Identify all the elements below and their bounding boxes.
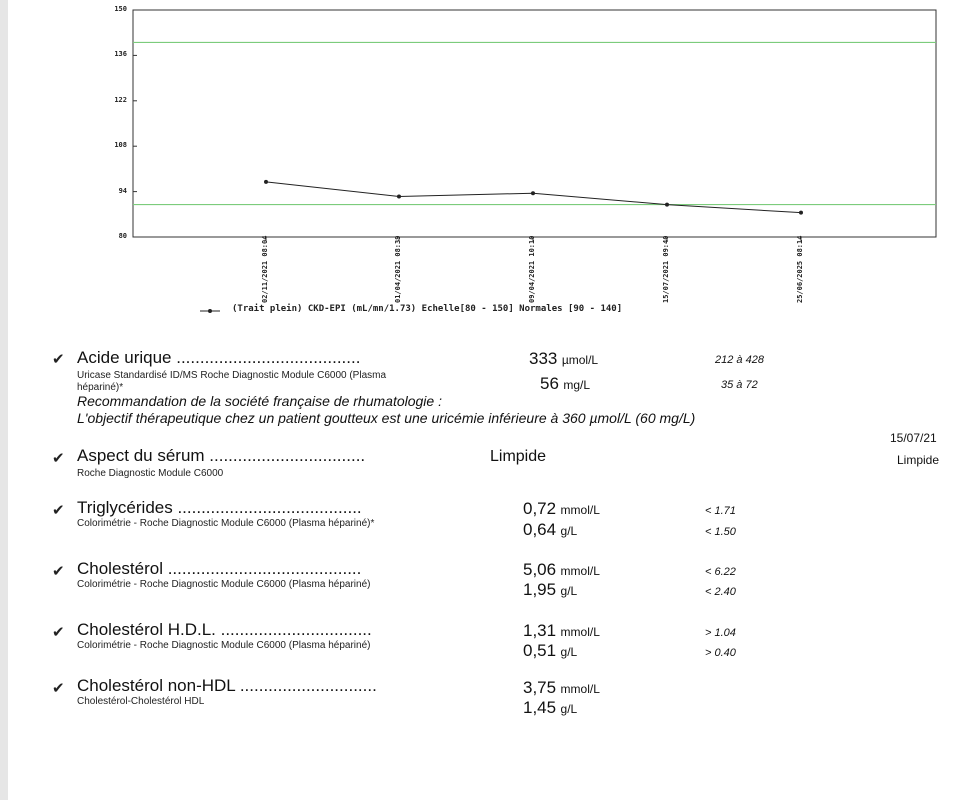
non-hdl-value-1 <box>523 678 600 698</box>
x-tick-label: 09/04/2021 10:10 <box>528 235 536 303</box>
data-point <box>531 191 535 195</box>
unit: µmol/L <box>561 353 599 367</box>
check-icon: ✔ <box>52 450 65 467</box>
chart-canvas <box>0 0 978 330</box>
uric-acid-note-title: Recommandation de la société française de rhumatologie : <box>77 393 442 409</box>
uric-acid-ref-2: 35 à 72 <box>721 379 758 391</box>
y-tick-label: 108 <box>114 141 127 150</box>
y-tick-marks <box>133 10 137 237</box>
triglycerides-value-1 <box>523 499 600 519</box>
uric-acid-method-2: hépariné)* <box>77 382 124 393</box>
triglycerides-ref-2: < 1.50 <box>705 526 736 538</box>
triglycerides-ref-1: < 1.71 <box>705 505 736 517</box>
series-line <box>266 182 801 213</box>
check-icon: ✔ <box>52 351 65 368</box>
serum-aspect-name: Aspect du sérum ................................. <box>77 446 366 465</box>
cholesterol-method: Colorimétrie - Roche Diagnostic Module C6000 (Plasma hépariné) <box>77 579 371 590</box>
non-hdl-value-2 <box>523 698 577 718</box>
chart-legend: (Trait plein) CKD-EPI (mL/mn/1.73) Echelle[80 - 150] Normales [90 - 140] <box>232 304 623 314</box>
cholesterol-name: Cholestérol ......................................... <box>77 559 362 578</box>
value: 333 <box>529 349 558 368</box>
triglycerides-value-2 <box>523 520 577 540</box>
value: 1,45 <box>523 698 557 717</box>
value: 1,31 <box>523 621 557 640</box>
check-icon: ✔ <box>52 502 65 519</box>
data-point <box>665 203 669 207</box>
x-tick-label: 02/11/2021 08:04 <box>261 235 269 303</box>
non-hdl-method: Cholestérol-Cholestérol HDL <box>77 696 205 707</box>
uric-acid-name: Acide urique ....................................... <box>77 348 361 367</box>
uric-acid-method: Uricase Standardisé ID/MS Roche Diagnostic Module C6000 (Plasma <box>77 370 387 381</box>
hdl-ref-1: > 1.04 <box>705 627 736 639</box>
chart-frame <box>133 10 936 237</box>
hdl-value-1 <box>523 621 600 641</box>
triglycerides-method: Colorimétrie - Roche Diagnostic Module C6000 (Plasma hépariné)* <box>77 518 375 529</box>
hdl-value-2 <box>523 641 577 661</box>
data-point <box>397 194 401 198</box>
legend-marker <box>208 309 212 313</box>
unit: mg/L <box>563 378 591 392</box>
unit: mmol/L <box>560 682 600 696</box>
unit: g/L <box>560 524 578 538</box>
series-ckd-epi <box>264 180 803 215</box>
check-icon: ✔ <box>52 563 65 580</box>
unit: mmol/L <box>560 564 600 578</box>
hdl-ref-2: > 0.40 <box>705 647 736 659</box>
previous-date: 15/07/21 <box>890 431 937 445</box>
triglycerides-name: Triglycérides ....................................... <box>77 498 362 517</box>
y-tick-label: 122 <box>114 95 127 104</box>
value: 0,64 <box>523 520 557 539</box>
hdl-name: Cholestérol H.D.L. ................................ <box>77 620 372 639</box>
serum-aspect-value: Limpide <box>490 448 547 465</box>
uric-acid-ref-1: 212 à 428 <box>715 354 764 366</box>
unit: g/L <box>560 702 578 716</box>
value: 56 <box>540 374 559 393</box>
y-tick-label: 80 <box>118 232 127 240</box>
unit: g/L <box>560 584 578 598</box>
serum-aspect-previous: Limpide <box>897 453 940 467</box>
y-tick-label: 136 <box>114 50 127 59</box>
x-tick-label: 01/04/2021 08:39 <box>394 235 402 303</box>
unit: mmol/L <box>560 625 600 639</box>
reference-lines <box>133 42 936 204</box>
hdl-method: Colorimétrie - Roche Diagnostic Module C6000 (Plasma hépariné) <box>77 640 371 651</box>
data-point <box>799 211 803 215</box>
cholesterol-ref-2: < 2.40 <box>705 586 736 598</box>
unit: g/L <box>560 645 578 659</box>
y-tick-label: 94 <box>118 186 127 195</box>
uric-acid-value-2 <box>540 374 590 394</box>
check-icon: ✔ <box>52 680 65 697</box>
uric-acid-value-1 <box>529 349 598 369</box>
cholesterol-ref-1: < 6.22 <box>705 566 736 578</box>
serum-aspect-method: Roche Diagnostic Module C6000 <box>77 468 224 479</box>
cholesterol-value-2 <box>523 580 577 600</box>
value: 3,75 <box>523 678 557 697</box>
x-tick-label: 25/06/2025 08:14 <box>796 235 804 303</box>
non-hdl-name: Cholestérol non-HDL ............................. <box>77 676 377 695</box>
unit: mmol/L <box>560 503 600 517</box>
x-tick-label: 15/07/2021 09:40 <box>662 235 670 303</box>
data-point <box>264 180 268 184</box>
value: 0,51 <box>523 641 557 660</box>
y-tick-label: 150 <box>114 5 127 13</box>
value: 1,95 <box>523 580 557 599</box>
check-icon: ✔ <box>52 624 65 641</box>
cholesterol-value-1 <box>523 560 600 580</box>
uric-acid-note-text: L'objectif thérapeutique chez un patient goutteux est une uricémie inférieure à 360 µmol/L (60 mg/L) <box>77 410 696 426</box>
value: 0,72 <box>523 499 557 518</box>
value: 5,06 <box>523 560 557 579</box>
